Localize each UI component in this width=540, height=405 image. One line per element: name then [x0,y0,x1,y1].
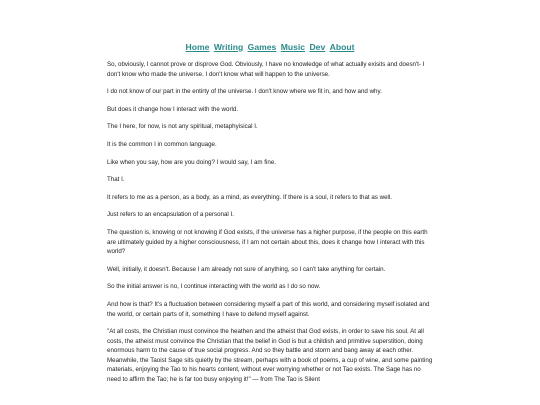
article-paragraph: It refers to me as a person, as a body, as a mind, as everything. If there is a soul, it refers to that as well. [107,193,392,201]
nav-link-home[interactable]: Home [185,42,210,52]
article-body [107,60,433,393]
nav-link-about[interactable]: About [329,42,355,52]
nav-link-music[interactable]: Music [280,42,306,52]
nav-link-dev[interactable]: Dev [309,42,326,52]
top-nav [0,41,540,53]
article-paragraph: So, obviously, I cannot prove or disprove God. Obviously, I have no knowledge of what actually exisits and doesn't- I don't know who made the universe. I don't know what will happen to the universe. [107,61,425,78]
article-paragraph: Just refers to an encapsulation of a personal I. [107,211,234,219]
article-paragraph: And how is that? It's a fluctuation between considering myself a part of this world, and considering myself isolated and the world, or certain parts of it, something I have to defend myself against. [107,300,430,318]
nav-link-games[interactable]: Games [247,42,277,52]
article-paragraph: The I here, for now, is not any spiritual, metaphyisical I. [107,123,258,131]
article-paragraph: But does it change how I interact with the world. [107,105,239,113]
article-paragraph: It is the common I in common language. [107,140,217,148]
article-paragraph: So the initial answer is no, I continue interacting with the world as I do so now. [107,283,321,291]
article-paragraph: I do not know of our part in the entirty of the universe. I don't know where we fit in, and how and why. [107,88,382,96]
article-paragraph: The question is, knowing or not knowing if God exists, if the universe has a higher purpose, if the people on this earth are ultimately guided by a higher consciousness, if I am not certain about this, does it change how I interact with this world? [107,228,428,256]
article-paragraph: That I. [107,176,125,184]
nav-link-writing[interactable]: Writing [213,42,244,52]
article-quote: "At all costs, the Christian must convince the heathen and the atheist that God exists, in order to save his soul. At all costs, the atheist must convince the Christian that the belief in God is but a childish and primitive superstition, doing enormous harm to the cause of true social progress. And so they battle and storm and bang away at each other. Meanwhile, the Taoist Sage sits quietly by the stream, perhaps with a book of poems, a cup of wine, and some painting materials, enjoying the Tao to his hearts content, without ever worrying whether or not Tao exists. The Sage has no need to affirm the Tao; he is far too busy enjoying it!" — from The Tao is Silent [107,328,433,384]
article-paragraph: Like when you say, how are you doing? I would say, I am fine. [107,158,276,166]
article-paragraph: Well, initially, it doesn't. Because I am already not sure of anything, so I can't take anything for certain. [107,265,386,273]
